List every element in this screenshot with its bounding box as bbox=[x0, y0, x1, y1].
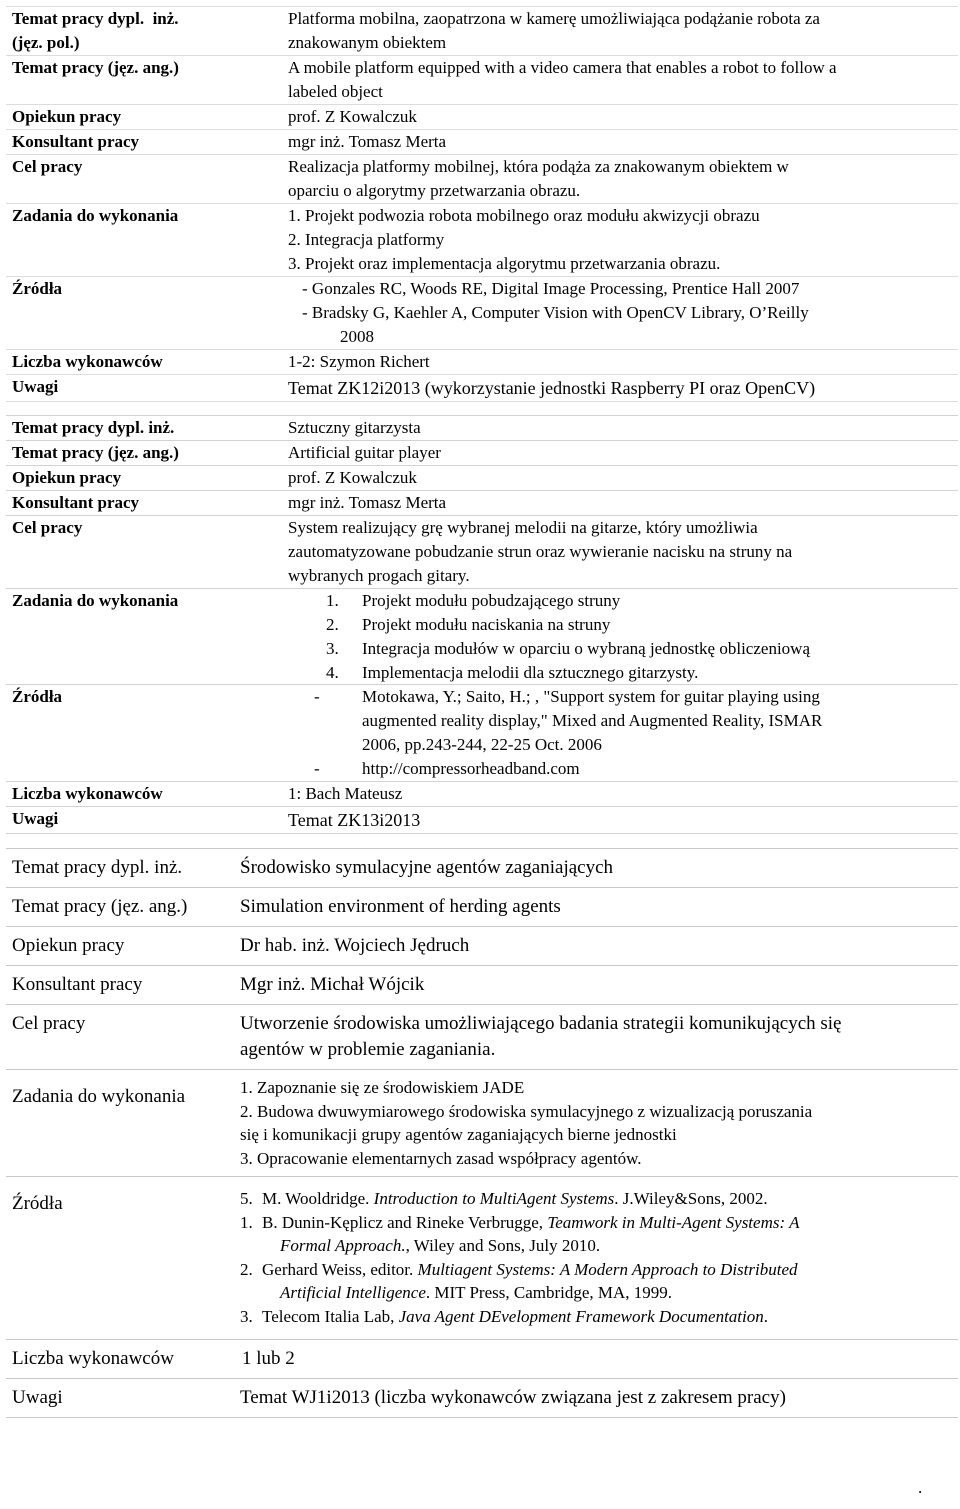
source-line: http://compressorheadband.com bbox=[362, 759, 580, 778]
task-item: 2. Budowa dwuwymiarowego środowiska symulacyjnego z wizualizacją poruszania bbox=[240, 1101, 813, 1121]
row-consultant bbox=[6, 129, 958, 154]
value-notes: Temat ZK12i2013 (wykorzystanie jednostki Raspberry PI oraz OpenCV) bbox=[288, 378, 816, 398]
source-item bbox=[240, 1258, 958, 1305]
source-title: Teamwork in Multi-Agent Systems: A bbox=[547, 1212, 800, 1232]
title-en-line: A mobile platform equipped with a video camera that enables a robot to follow a bbox=[288, 58, 837, 77]
source-bullet: - bbox=[314, 759, 320, 778]
row-consultant bbox=[6, 490, 958, 515]
source-title-continued: Formal Approach. bbox=[280, 1236, 406, 1255]
source-line: Motokawa, Y.; Saito, H.; , "Support system for guitar playing using bbox=[362, 687, 820, 706]
page-mark: . bbox=[918, 1478, 923, 1497]
task-item bbox=[326, 637, 958, 661]
value-consultant: Mgr inż. Michał Wójcik bbox=[240, 974, 425, 995]
label-title-en: Temat pracy (jęz. ang.) bbox=[12, 443, 179, 462]
topic-block-3 bbox=[6, 848, 958, 1418]
source-item: - Bradsky G, Kaehler A, Computer Vision with OpenCV Library, O’Reilly bbox=[302, 303, 809, 322]
row-supervisor bbox=[6, 104, 958, 129]
row-sources bbox=[6, 684, 958, 781]
goal-line: Realizacja platformy mobilnej, która podąża za znakowanym obiektem w bbox=[288, 157, 789, 176]
label-sources: Źródła bbox=[12, 687, 63, 706]
topic-block-1 bbox=[6, 6, 958, 402]
label-tasks: Zadania do wykonania bbox=[12, 591, 179, 610]
value-sources bbox=[314, 685, 958, 781]
source-bullet: - bbox=[314, 687, 320, 706]
task-item bbox=[326, 589, 958, 613]
row-title-en bbox=[6, 887, 958, 926]
value-contractors: 1 lub 2 bbox=[242, 1348, 295, 1369]
label-title-pl: Temat pracy dypl. inż. bbox=[12, 857, 183, 878]
value-sources bbox=[302, 277, 958, 349]
row-title-en bbox=[6, 55, 958, 104]
task-item: 1. Projekt podwozia robota mobilnego oraz modułu akwizycji obrazu bbox=[288, 206, 760, 225]
title-pl-line: znakowanym obiektem bbox=[288, 33, 447, 52]
source-author: Gerhard Weiss, editor. bbox=[262, 1259, 418, 1279]
task-number: 3. bbox=[326, 639, 339, 658]
label-goal: Cel pracy bbox=[12, 157, 83, 176]
label-contractors: Liczba wykonawców bbox=[12, 784, 163, 803]
goal-line: oparciu o algorytmy przetwarzania obrazu. bbox=[288, 181, 581, 200]
row-notes bbox=[6, 806, 958, 834]
label-notes: Uwagi bbox=[12, 809, 59, 828]
task-text: Projekt modułu naciskania na struny bbox=[362, 615, 611, 634]
value-notes: Temat WJ1i2013 (liczba wykonawców związana jest z zakresem pracy) bbox=[240, 1387, 786, 1408]
label-consultant: Konsultant pracy bbox=[12, 974, 143, 995]
value-title-en: Artificial guitar player bbox=[288, 443, 441, 462]
task-item: 1. Zapoznanie się ze środowiskiem JADE bbox=[240, 1078, 525, 1097]
source-item-continuation: 2008 bbox=[340, 327, 374, 346]
row-title-pl bbox=[6, 415, 958, 440]
source-text-continued bbox=[240, 1234, 958, 1258]
task-text: Implementacja melodii dla sztucznego gitarzysty. bbox=[362, 663, 699, 682]
source-item: - Gonzales RC, Woods RE, Digital Image Processing, Prentice Hall 2007 bbox=[302, 279, 800, 298]
title-pl-line: Platforma mobilna, zaopatrzona w kamerę umożliwiająca podążanie robota za bbox=[288, 9, 820, 28]
source-author: M. Wooldridge. bbox=[262, 1189, 374, 1208]
row-supervisor bbox=[6, 926, 958, 965]
task-number: 4. bbox=[326, 663, 339, 682]
label-title-pl: Temat pracy dypl. inż. bbox=[12, 418, 175, 437]
value-supervisor: Dr hab. inż. Wojciech Jędruch bbox=[240, 935, 470, 956]
task-item: 2. Integracja platformy bbox=[288, 230, 445, 249]
source-text bbox=[240, 1305, 958, 1329]
value-consultant: mgr inż. Tomasz Merta bbox=[288, 493, 447, 512]
source-item bbox=[240, 1211, 958, 1258]
label-title-pl-line-2: (jęz. pol.) bbox=[12, 33, 80, 52]
task-text: Projekt modułu pobudzającego struny bbox=[362, 591, 621, 610]
value-title-pl: Środowisko symulacyjne agentów zaganiających bbox=[240, 857, 614, 878]
task-number: 2. bbox=[326, 615, 339, 634]
source-item bbox=[314, 685, 958, 757]
value-tasks bbox=[326, 589, 958, 685]
value-supervisor: prof. Z Kowalczuk bbox=[288, 107, 417, 126]
row-consultant bbox=[6, 965, 958, 1004]
goal-line: agentów w problemie zaganiania. bbox=[240, 1039, 496, 1060]
source-item bbox=[314, 757, 958, 781]
value-title-en: Simulation environment of herding agents bbox=[240, 896, 561, 917]
source-title: Multiagent Systems: A Modern Approach to Distributed bbox=[417, 1259, 798, 1279]
row-title-en bbox=[6, 440, 958, 465]
value-contractors: 1-2: Szymon Richert bbox=[288, 352, 430, 371]
row-title-pl bbox=[6, 848, 958, 887]
task-text: Integracja modułów w oparciu o wybraną jednostkę obliczeniową bbox=[362, 639, 810, 658]
source-number: 3. bbox=[240, 1306, 253, 1326]
source-text bbox=[240, 1258, 958, 1282]
task-number: 1. bbox=[326, 591, 339, 610]
label-contractors: Liczba wykonawców bbox=[12, 1348, 174, 1369]
label-title-en: Temat pracy (jęz. ang.) bbox=[12, 896, 188, 917]
label-contractors: Liczba wykonawców bbox=[12, 352, 163, 371]
task-item: 3. Projekt oraz implementacja algorytmu przetwarzania obrazu. bbox=[288, 254, 721, 273]
value-sources bbox=[240, 1177, 958, 1334]
label-notes: Uwagi bbox=[12, 377, 59, 396]
label-supervisor: Opiekun pracy bbox=[12, 935, 125, 956]
label-goal: Cel pracy bbox=[12, 1013, 86, 1034]
title-en-line: labeled object bbox=[288, 82, 383, 101]
label-consultant: Konsultant pracy bbox=[12, 132, 140, 151]
value-consultant: mgr inż. Tomasz Merta bbox=[288, 132, 447, 151]
row-goal bbox=[6, 1004, 958, 1069]
value-title-en bbox=[288, 56, 958, 104]
source-item bbox=[240, 1305, 958, 1329]
label-sources: Źródła bbox=[12, 1193, 63, 1214]
label-supervisor: Opiekun pracy bbox=[12, 107, 122, 126]
row-sources bbox=[6, 276, 958, 349]
source-rest: . MIT Press, Cambridge, MA, 1999. bbox=[425, 1283, 673, 1302]
source-title: Java Agent DEvelopment Framework Documentation bbox=[398, 1306, 764, 1326]
row-tasks bbox=[6, 588, 958, 684]
source-text-continued bbox=[240, 1281, 958, 1305]
label-title-en: Temat pracy (jęz. ang.) bbox=[12, 58, 179, 77]
source-rest: , Wiley and Sons, July 2010. bbox=[405, 1236, 601, 1255]
value-notes: Temat ZK13i2013 bbox=[288, 810, 421, 830]
source-number: 5. bbox=[240, 1189, 253, 1208]
row-goal bbox=[6, 154, 958, 203]
goal-line: Utworzenie środowiska umożliwiającego badania strategii komunikujących się bbox=[240, 1013, 842, 1034]
task-item bbox=[326, 613, 958, 637]
task-item bbox=[326, 661, 958, 685]
row-contractors bbox=[6, 349, 958, 374]
label-title-pl bbox=[12, 7, 262, 55]
source-title-continued: Artificial Intelligence bbox=[280, 1283, 426, 1302]
value-goal bbox=[288, 155, 958, 203]
value-contractors: 1: Bach Mateusz bbox=[288, 784, 403, 803]
label-tasks: Zadania do wykonania bbox=[12, 206, 179, 225]
label-consultant: Konsultant pracy bbox=[12, 493, 140, 512]
source-rest: . J.Wiley&Sons, 2002. bbox=[614, 1189, 768, 1208]
value-tasks bbox=[288, 204, 958, 276]
label-title-pl-line-1: Temat pracy dypl. inż. bbox=[12, 9, 179, 28]
row-contractors bbox=[6, 781, 958, 806]
source-line: 2006, pp.243-244, 22-25 Oct. 2006 bbox=[362, 735, 602, 754]
label-tasks: Zadania do wykonania bbox=[12, 1086, 186, 1107]
value-tasks bbox=[240, 1070, 958, 1176]
row-notes bbox=[6, 1378, 958, 1418]
row-supervisor bbox=[6, 465, 958, 490]
source-text bbox=[240, 1187, 958, 1211]
row-title-pl bbox=[6, 6, 958, 55]
row-contractors bbox=[6, 1339, 958, 1378]
value-goal bbox=[240, 1005, 958, 1069]
row-sources bbox=[6, 1176, 958, 1339]
source-line: augmented reality display," Mixed and Augmented Reality, ISMAR bbox=[362, 711, 823, 730]
source-title: Introduction to MultiAgent Systems bbox=[373, 1189, 615, 1208]
label-supervisor: Opiekun pracy bbox=[12, 468, 122, 487]
source-rest: . bbox=[763, 1306, 768, 1326]
task-item-continuation: się i komunikacji grupy agentów zaganiających bierne jednostki bbox=[240, 1125, 677, 1144]
source-author: B. Dunin-Kęplicz and Rineke Verbrugge, bbox=[262, 1212, 548, 1232]
value-title-pl: Sztuczny gitarzysta bbox=[288, 418, 421, 437]
row-goal bbox=[6, 515, 958, 588]
task-item: 3. Opracowanie elementarnych zasad współpracy agentów. bbox=[240, 1148, 642, 1168]
row-notes bbox=[6, 374, 958, 402]
row-tasks bbox=[6, 1069, 958, 1176]
value-goal bbox=[288, 516, 958, 588]
goal-line: System realizujący grę wybranej melodii na gitarze, który umożliwia bbox=[288, 518, 758, 537]
goal-line: wybranych progach gitary. bbox=[288, 566, 470, 585]
source-text bbox=[240, 1211, 958, 1235]
topic-block-2 bbox=[6, 415, 958, 834]
row-tasks bbox=[6, 203, 958, 276]
value-supervisor: prof. Z Kowalczuk bbox=[288, 468, 417, 487]
label-notes: Uwagi bbox=[12, 1387, 63, 1408]
source-number: 2. bbox=[240, 1259, 253, 1279]
source-number: 1. bbox=[240, 1212, 253, 1232]
value-title-pl bbox=[288, 7, 958, 55]
source-item bbox=[240, 1187, 958, 1211]
label-sources: Źródła bbox=[12, 279, 63, 298]
goal-line: zautomatyzowane pobudzanie strun oraz wywieranie nacisku na struny na bbox=[288, 542, 793, 561]
source-author: Telecom Italia Lab, bbox=[262, 1306, 399, 1326]
label-goal: Cel pracy bbox=[12, 518, 83, 537]
